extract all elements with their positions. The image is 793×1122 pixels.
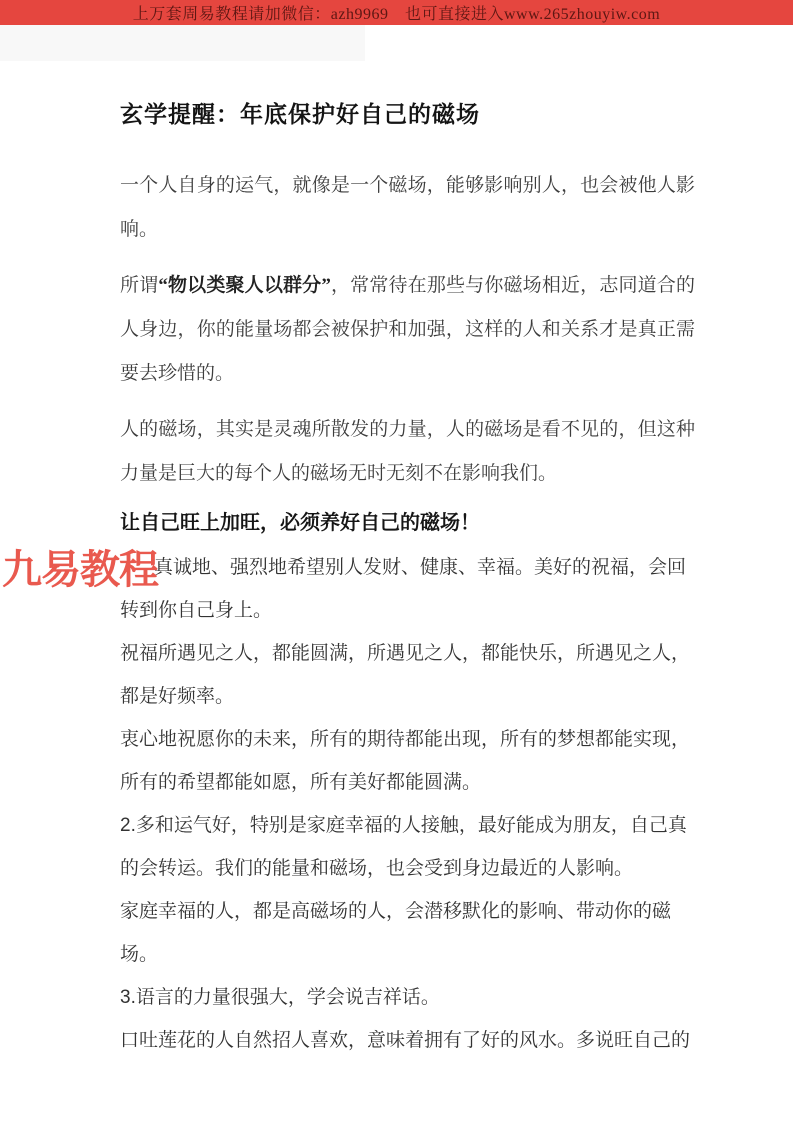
paragraph-likes-attract-bold: “物以类聚人以群分” [158, 275, 331, 296]
site-watermark: 九易教程 [2, 548, 158, 592]
paragraph-field-power: 人的磁场，其实是灵魂所散发的力量，人的磁场是看不见的，但这种力量是巨大的每个人的磁场无时无刻不在影响我们。 [120, 419, 695, 484]
paragraph-blessing-1: 真诚地、强烈地希望别人发财、健康、幸福。美好的祝福，会回转到你自己身上。 [120, 557, 687, 621]
paragraph-blessing-3: 衷心地祝愿你的未来，所有的期待都能出现，所有的梦想都能实现，所有的希望都能如愿，所有美好都能圆满。 [120, 729, 691, 793]
paragraph-point-2: 2.多和运气好，特别是家庭幸福的人接触，最好能成为朋友，自己真的会转运。我们的能量和磁场，也会受到身边最近的人影响。 [120, 815, 687, 879]
paragraph-likes-attract-suffix: ，常常待在那些与你磁场相近，志同道合的人身边，你的能量场都会被保护和加强，这样的人和关系才是真正需要去珍惜的。 [120, 275, 695, 384]
section-subheading: 让自己旺上加旺，必须养好自己的磁场！ [120, 512, 480, 534]
paragraph-likes-attract [120, 264, 695, 396]
paragraph-point-3b: 口吐莲花的人自然招人喜欢，意味着拥有了好的风水。多说旺自己的 [120, 1030, 691, 1051]
promo-banner [0, 0, 793, 25]
paragraph-likes-attract-prefix: 所谓 [120, 275, 159, 296]
top-left-gray-box [0, 25, 365, 61]
article [120, 100, 695, 1062]
paragraph-intro: 一个人自身的运气，就像是一个磁场，能够影响别人，也会被他人影响。 [120, 175, 695, 240]
article-title: 玄学提醒：年底保护好自己的磁场 [120, 101, 480, 127]
promo-banner-text: 上万套周易教程请加微信：azh9969 也可直接进入www.265zhouyiw.com [132, 6, 661, 23]
paragraph-point-2b: 家庭幸福的人，都是高磁场的人，会潜移默化的影响、带动你的磁场。 [120, 901, 672, 965]
paragraph-blessing-2: 祝福所遇见之人，都能圆满，所遇见之人，都能快乐，所遇见之人，都是好频率。 [120, 643, 691, 707]
paragraph-point-3: 3.语言的力量很强大，学会说吉祥话。 [120, 987, 440, 1008]
